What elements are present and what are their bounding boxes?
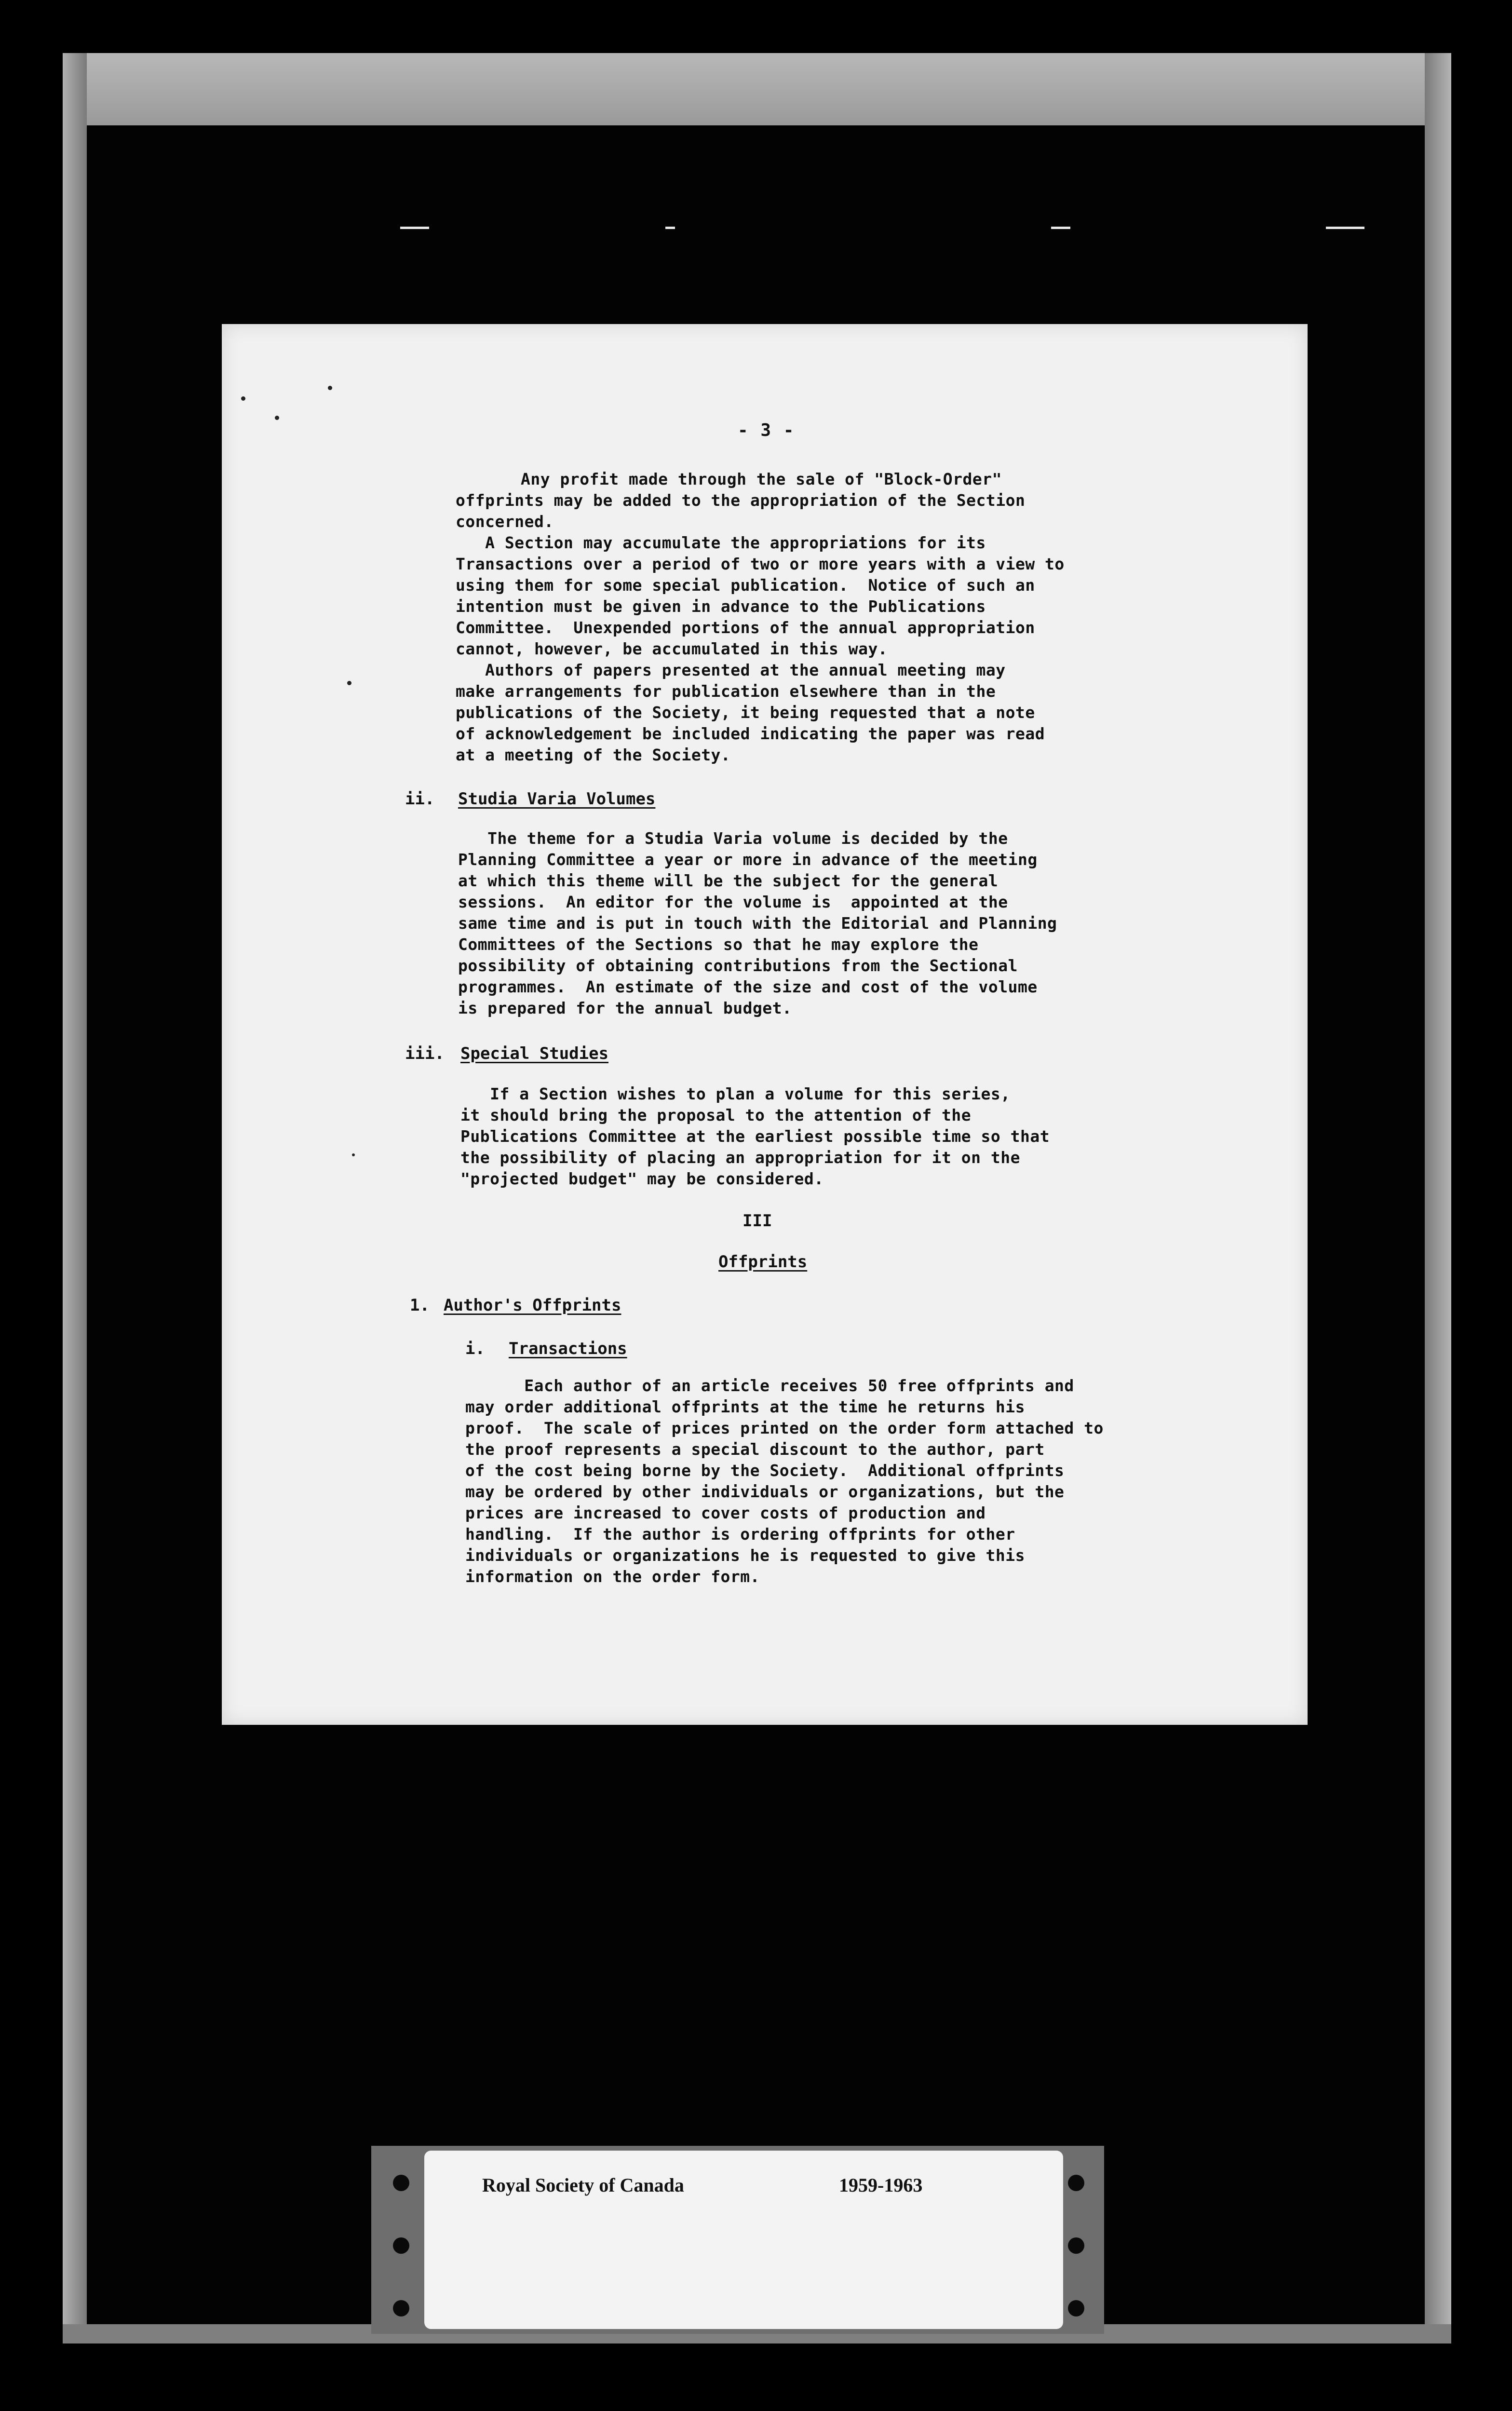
subitem-marker: i. [465, 1339, 485, 1358]
item-1-marker: 1. [410, 1296, 430, 1315]
archive-label-card [424, 2151, 1063, 2329]
film-mark [1326, 227, 1364, 229]
section-iii-title: Special Studies [460, 1044, 609, 1063]
transactions-body: Each author of an article receives 50 free offprints and may order additional offprints at the time he returns his proof. The scale of prices printed on the order form attached to the proof represents a special discount to the author, part of the cost being borne by the Society. Additional offprints may be ordered by other individuals or organizations, but the prices are increased to cover costs of production and handling. If the author is ordering offprints for other individuals or organizations he is requested to give this information on the order form. [465, 1376, 1104, 1586]
sprocket-hole [1068, 2175, 1084, 2191]
sprocket-hole [393, 2300, 409, 2316]
item-1-title: Author's Offprints [444, 1296, 621, 1315]
page-number: - 3 - [738, 420, 795, 440]
page-speck [347, 681, 351, 685]
section-ii-body: The theme for a Studia Varia volume is decided by the Planning Committee a year or more in advance of the meeting at which this theme will be the subject for the general sessions. An editor for the volume is appointed at the same time and is put in touch with the Editorial and Planning Committees of the Sections so that he may explore the possibility of obtaining contributions from the Sectional programmes. An estimate of the size and cost of the volume is prepared for the annual budget. [458, 829, 1057, 1017]
page-speck [241, 396, 245, 401]
sprocket-hole [393, 2175, 409, 2191]
label-institution: Royal Society of Canada [482, 2174, 684, 2196]
paragraph-block-order-rest: offprints may be added to the appropriation of the Section concerned. [456, 491, 1026, 531]
page-speck [352, 1153, 355, 1156]
film-mark [1051, 227, 1070, 229]
page-speck [275, 416, 279, 420]
part-title: Offprints [718, 1252, 808, 1272]
film-top-edge [63, 53, 1451, 125]
section-ii-title: Studia Varia Volumes [458, 789, 656, 809]
section-iii-body: If a Section wishes to plan a volume for this series, it should bring the proposal to the attention of the Publications Committee at the earliest possible time so that the possibility of placing an appropriation for it on the "projected budget" may be considered. [460, 1084, 1050, 1188]
sprocket-hole [1068, 2300, 1084, 2316]
film-mark [665, 227, 675, 229]
paragraph-appropriations: A Section may accumulate the appropriations for its Transactions over a period of two or more years with a view to using them for some special publication. Notice of such an intention must be given in advance to the Publications Committee. Unexpended portions of the annual appropriation cannot, however, be accumulated in this way. Authors of papers presented at the annual meeting may make arrangements for publication elsewhere than in the publications of the Society, it being requested that a note of acknowledgement be included indicating the paper was read at a meeting of the Society. [456, 533, 1065, 764]
film-left-edge [63, 53, 87, 2343]
sprocket-hole [1068, 2237, 1084, 2254]
film-label-strip [371, 2146, 1104, 2334]
paragraph-block-order-first-line: Any profit made through the sale of "Block-Order" [521, 470, 1002, 488]
label-years: 1959-1963 [839, 2174, 923, 2196]
section-iii-marker: iii. [405, 1044, 445, 1063]
film-right-edge [1425, 53, 1451, 2343]
page-speck [328, 386, 332, 390]
section-ii-marker: ii. [405, 789, 435, 809]
sprocket-hole [393, 2237, 409, 2254]
part-numeral: III [742, 1211, 772, 1231]
film-mark [400, 227, 429, 229]
document-page [222, 324, 1308, 1725]
subitem-title: Transactions [509, 1339, 627, 1358]
